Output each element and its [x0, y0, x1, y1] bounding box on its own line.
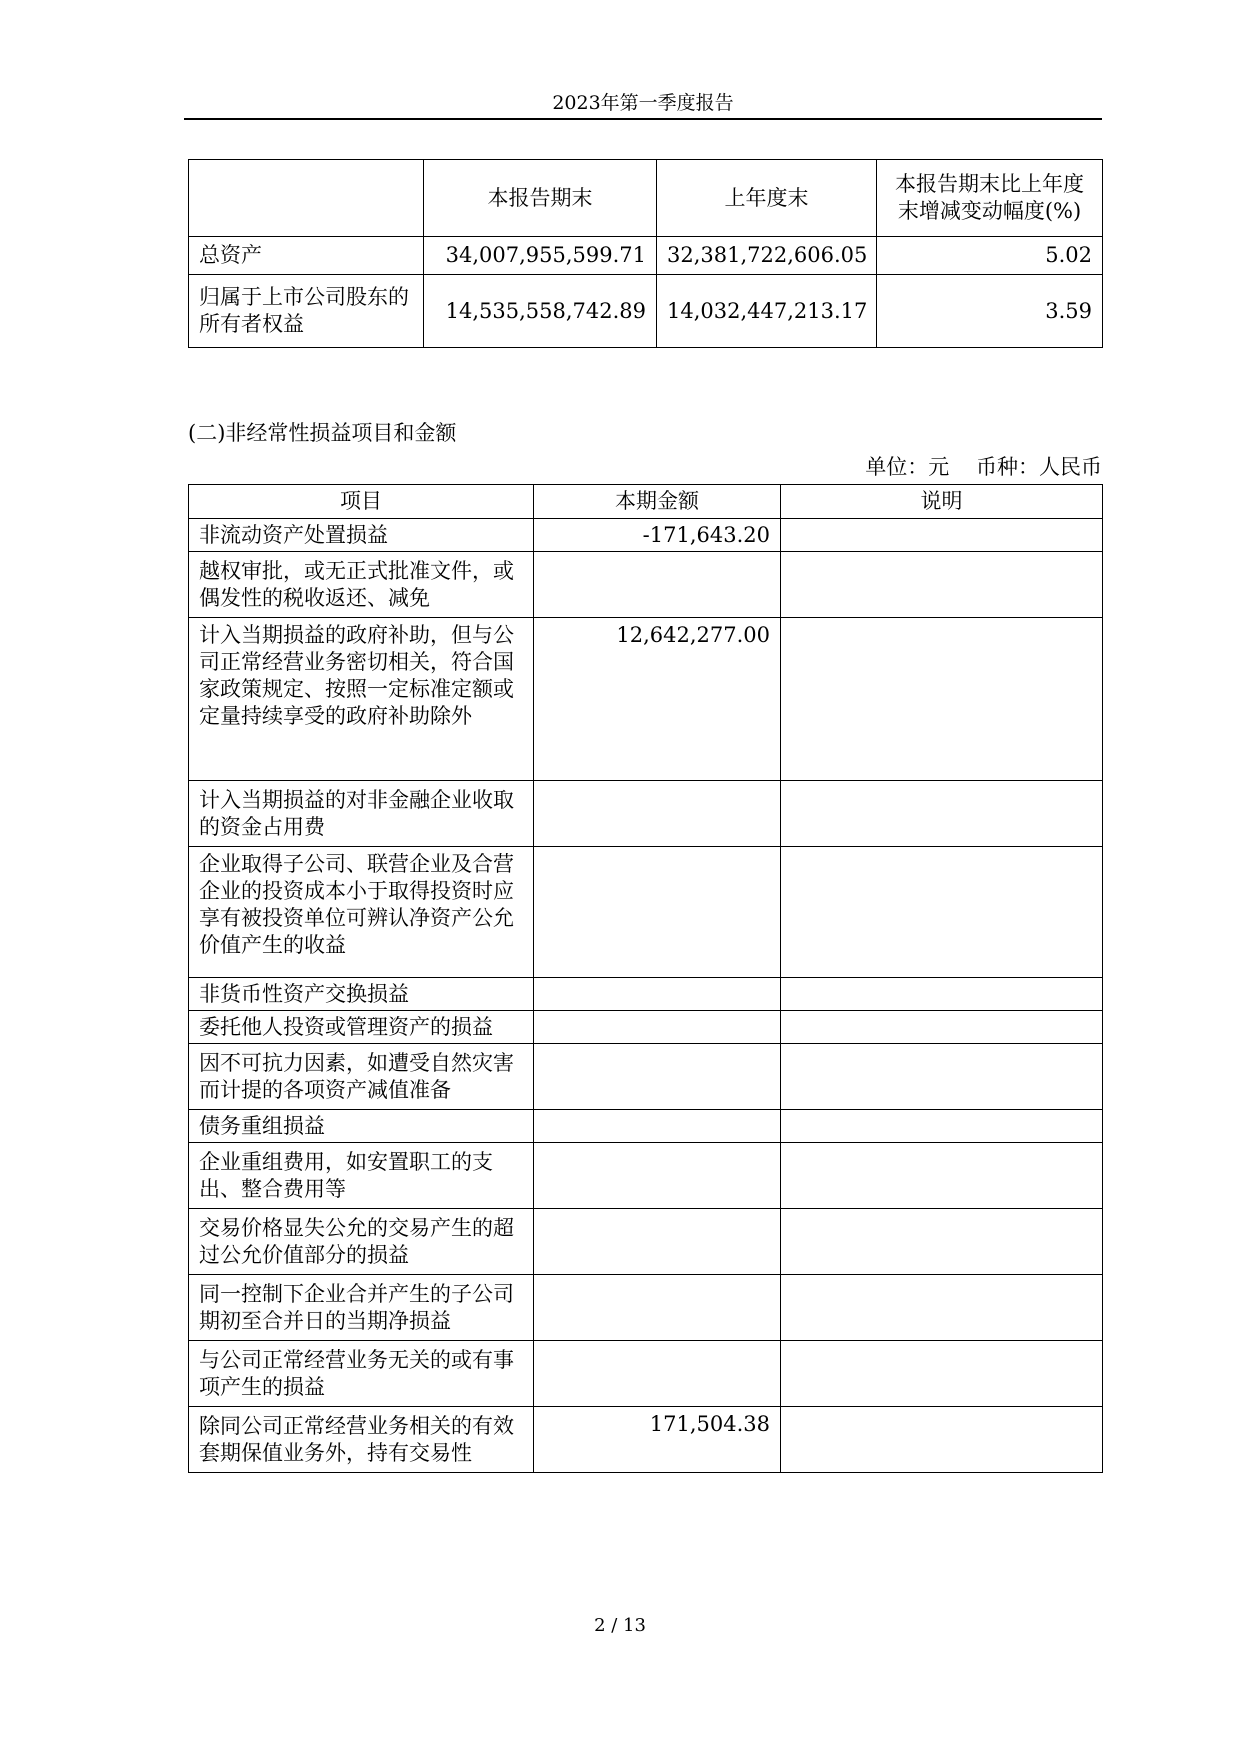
note-cell — [781, 1110, 1103, 1143]
item-cell: 越权审批，或无正式批准文件，或偶发性的税收返还、减免 — [189, 552, 534, 618]
item-cell: 非流动资产处置损益 — [189, 519, 534, 552]
note-cell — [781, 552, 1103, 618]
item-cell: 交易价格显失公允的交易产生的超过公允价值部分的损益 — [189, 1209, 534, 1275]
header-cell-blank — [189, 160, 424, 237]
item-cell: 委托他人投资或管理资产的损益 — [189, 1011, 534, 1044]
note-cell — [781, 1275, 1103, 1341]
change-value: 5.02 — [877, 237, 1103, 275]
table-header-row — [189, 160, 1103, 237]
table-row — [189, 1011, 1103, 1044]
table-row — [189, 519, 1103, 552]
amount-cell — [534, 552, 781, 618]
note-cell — [781, 847, 1103, 978]
header-cell-amount: 本期金额 — [534, 485, 781, 519]
item-cell: 计入当期损益的政府补助，但与公司正常经营业务密切相关，符合国家政策规定、按照一定标准定额或定量持续享受的政府补助除外 — [189, 618, 534, 781]
amount-cell — [534, 1209, 781, 1275]
item-cell: 非货币性资产交换损益 — [189, 978, 534, 1011]
amount-cell: 171,504.38 — [534, 1407, 781, 1473]
note-cell — [781, 781, 1103, 847]
row-label: 总资产 — [189, 237, 424, 275]
unit-label: 单位：元 — [865, 455, 950, 479]
row-label: 归属于上市公司股东的所有者权益 — [189, 275, 424, 348]
amount-cell — [534, 1143, 781, 1209]
table-header-row — [189, 485, 1103, 519]
amount-cell — [534, 1341, 781, 1407]
amount-cell — [534, 1044, 781, 1110]
amount-cell — [534, 781, 781, 847]
unit-line — [865, 452, 1102, 482]
item-cell: 企业取得子公司、联营企业及合营企业的投资成本小于取得投资时应享有被投资单位可辨认净资产公允价值产生的收益 — [189, 847, 534, 978]
item-cell: 计入当期损益的对非金融企业收取的资金占用费 — [189, 781, 534, 847]
note-cell — [781, 1011, 1103, 1044]
table-row — [189, 847, 1103, 978]
table-row — [189, 1044, 1103, 1110]
item-cell: 同一控制下企业合并产生的子公司期初至合并日的当期净损益 — [189, 1275, 534, 1341]
amount-cell: 12,642,277.00 — [534, 618, 781, 781]
current-value: 14,535,558,742.89 — [424, 275, 657, 348]
change-value: 3.59 — [877, 275, 1103, 348]
section-title: (二)非经常性损益项目和金额 — [188, 421, 457, 445]
item-cell: 因不可抗力因素，如遭受自然灾害而计提的各项资产减值准备 — [189, 1044, 534, 1110]
item-cell: 与公司正常经营业务无关的或有事项产生的损益 — [189, 1341, 534, 1407]
amount-cell — [534, 847, 781, 978]
note-cell — [781, 1143, 1103, 1209]
header-cell-change-percent: 本报告期末比上年度末增减变动幅度(%) — [877, 160, 1103, 237]
header-cell-prior-year-end: 上年度末 — [657, 160, 877, 237]
table-row — [189, 1209, 1103, 1275]
note-cell — [781, 519, 1103, 552]
prior-value: 14,032,447,213.17 — [657, 275, 877, 348]
currency-label: 币种：人民币 — [976, 455, 1102, 479]
note-cell — [781, 1209, 1103, 1275]
amount-cell — [534, 978, 781, 1011]
table-row — [189, 1143, 1103, 1209]
header-cell-current-period-end: 本报告期末 — [424, 160, 657, 237]
note-cell — [781, 1407, 1103, 1473]
table-row — [189, 237, 1103, 275]
amount-cell — [534, 1110, 781, 1143]
header-cell-note: 说明 — [781, 485, 1103, 519]
table-row — [189, 978, 1103, 1011]
header-cell-item: 项目 — [189, 485, 534, 519]
page-header: 2023年第一季度报告 — [184, 88, 1102, 120]
balance-summary-table — [188, 159, 1103, 348]
item-cell: 企业重组费用，如安置职工的支出、整合费用等 — [189, 1143, 534, 1209]
amount-cell: -171,643.20 — [534, 519, 781, 552]
table-row — [189, 1110, 1103, 1143]
note-cell — [781, 1341, 1103, 1407]
item-cell: 除同公司正常经营业务相关的有效套期保值业务外，持有交易性 — [189, 1407, 534, 1473]
amount-cell — [534, 1011, 781, 1044]
note-cell — [781, 1044, 1103, 1110]
amount-cell — [534, 1275, 781, 1341]
table-row — [189, 1341, 1103, 1407]
note-cell — [781, 978, 1103, 1011]
table-row — [189, 275, 1103, 348]
page-number: 2 / 13 — [594, 1615, 646, 1636]
table-row — [189, 618, 1103, 781]
note-cell — [781, 618, 1103, 781]
non-recurring-items-table — [188, 484, 1103, 1473]
table-row — [189, 781, 1103, 847]
table-row — [189, 1275, 1103, 1341]
table-row — [189, 1407, 1103, 1473]
table-row — [189, 552, 1103, 618]
current-value: 34,007,955,599.71 — [424, 237, 657, 275]
item-cell: 债务重组损益 — [189, 1110, 534, 1143]
prior-value: 32,381,722,606.05 — [657, 237, 877, 275]
